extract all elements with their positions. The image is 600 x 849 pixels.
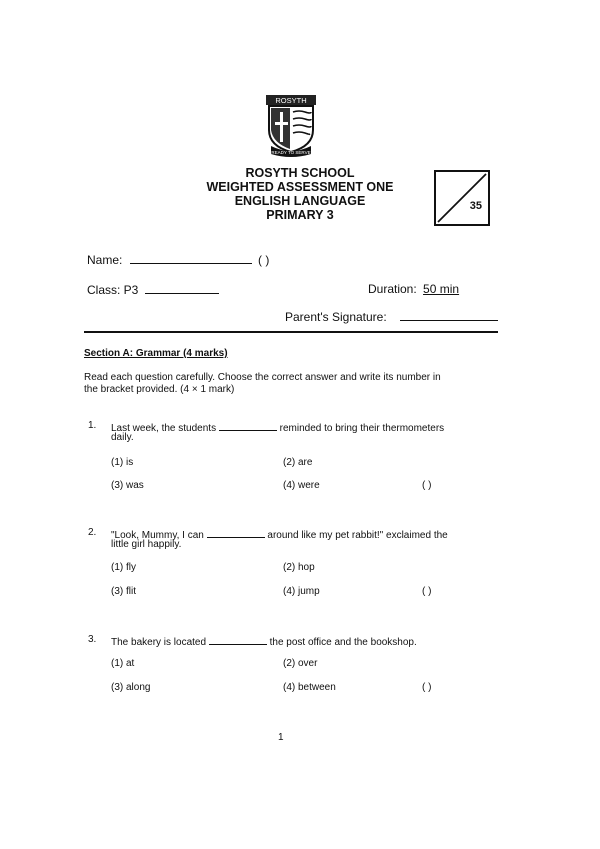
question-text: Last week, the students reminded to bring their thermometers <box>111 420 471 435</box>
question-text: "Look, Mummy, I can around like my pet rabbit!" exclaimed the <box>111 527 471 542</box>
level-title: PRIMARY 3 <box>266 208 334 222</box>
subject-title: ENGLISH LANGUAGE <box>234 194 366 208</box>
question-text-line2: daily. <box>111 432 134 443</box>
option: (4) jump <box>283 586 320 597</box>
class-label: Class: P3 <box>87 283 139 297</box>
option: (1) at <box>111 658 135 669</box>
school-name: ROSYTH SCHOOL <box>245 166 355 180</box>
svg-text:ROSYTH: ROSYTH <box>275 96 307 105</box>
school-crest <box>263 94 319 158</box>
total-marks: 35 <box>469 200 482 212</box>
option: (3) was <box>111 480 144 491</box>
answer-blank <box>207 527 265 538</box>
answer-bracket[interactable]: ( ) <box>422 586 432 597</box>
duration-row <box>368 282 459 296</box>
signature-row <box>285 308 498 324</box>
name-blank[interactable] <box>130 251 252 264</box>
answer-bracket[interactable]: ( ) <box>422 682 432 693</box>
name-label: Name: <box>87 253 123 267</box>
question-number: 1. <box>88 420 97 431</box>
section-title: Section A: Grammar (4 marks) <box>84 348 228 359</box>
option: (2) hop <box>283 562 315 573</box>
option: (2) are <box>283 457 313 468</box>
assessment-title: WEIGHTED ASSESSMENT ONE <box>206 180 394 194</box>
answer-bracket[interactable]: ( ) <box>422 480 432 491</box>
question-number: 3. <box>88 634 97 645</box>
page-number: 1 <box>278 732 284 743</box>
duration-value: 50 min <box>423 282 460 296</box>
svg-text:READY TO SERVE: READY TO SERVE <box>271 150 311 155</box>
option: (1) fly <box>111 562 136 573</box>
class-row <box>87 281 219 297</box>
name-row <box>87 251 269 267</box>
duration-label: Duration: <box>368 282 417 296</box>
instructions-line1: Read each question carefully. Choose the correct answer and write its number in <box>84 372 441 383</box>
answer-blank <box>219 420 277 431</box>
answer-blank <box>209 634 267 645</box>
class-blank[interactable] <box>145 281 219 294</box>
question-text: The bakery is located the post office and the bookshop. <box>111 634 471 649</box>
question-number: 2. <box>88 527 97 538</box>
instructions-line2: the bracket provided. (4 × 1 mark) <box>84 384 235 395</box>
signature-label: Parent's Signature: <box>285 310 387 324</box>
header-divider <box>84 331 498 333</box>
name-bracket: ( ) <box>258 253 270 267</box>
option: (4) between <box>283 682 336 693</box>
option: (3) flit <box>111 586 136 597</box>
question-text-line2: little girl happily. <box>111 539 182 550</box>
signature-blank[interactable] <box>400 308 498 321</box>
score-box <box>434 170 490 226</box>
option: (1) is <box>111 457 134 468</box>
option: (4) were <box>283 480 320 491</box>
option: (2) over <box>283 658 318 669</box>
option: (3) along <box>111 682 151 693</box>
